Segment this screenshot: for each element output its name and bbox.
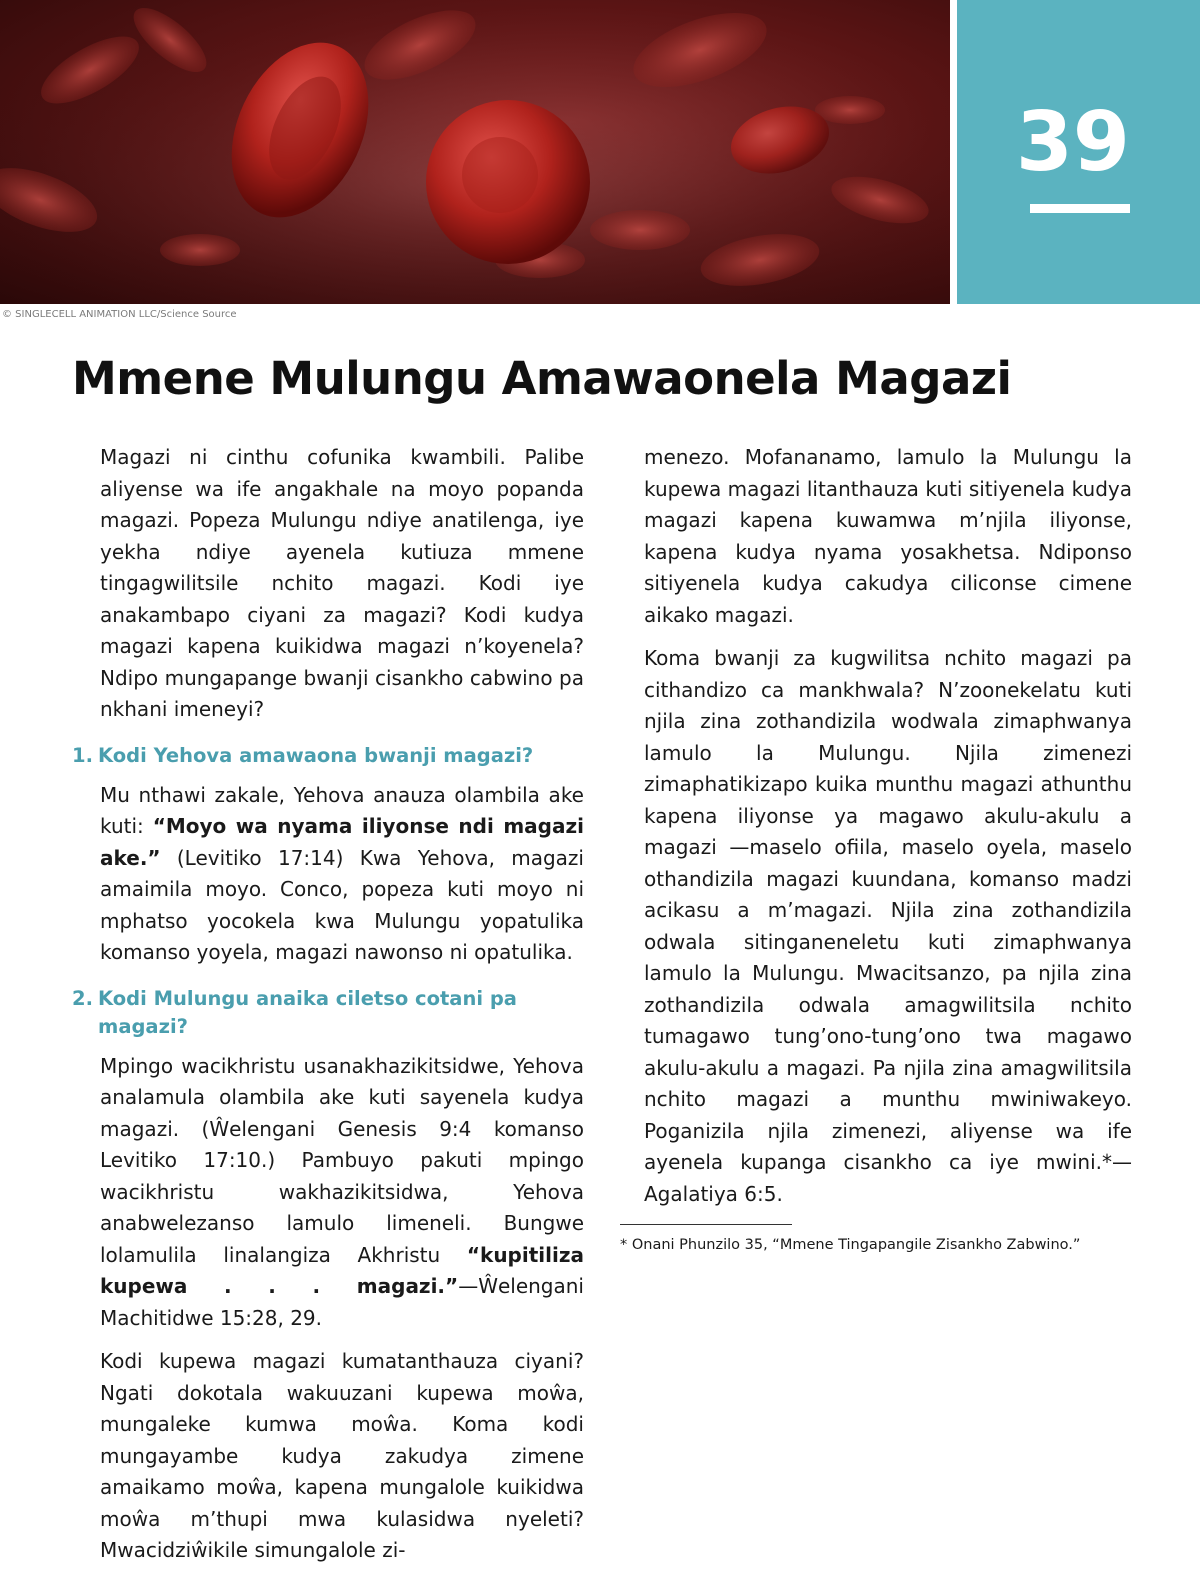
question-text: Kodi Yehova amawaona bwanji magazi? xyxy=(98,743,534,767)
paragraph-text: —Ŵelengani Machitidwe 15:28, 29. xyxy=(100,1274,584,1330)
question-number: 1. xyxy=(72,743,93,767)
right-column xyxy=(620,442,1132,1255)
question-text: Kodi Mulungu anaika ciletso cotani pa magazi? xyxy=(98,986,517,1038)
question-number: 2. xyxy=(72,986,93,1010)
intro-paragraph: Magazi ni cinthu cofunika kwambili. Palibe aliyense wa ife angakhale na moyo popanda magazi. Popeza Mulungu ndiye anatilenga, iye yekha ndiye ayenela kutiuza mmene tingagwilitsile nchito magazi. Kodi iye anakambapo ciyani za magazi? Kodi kudya magazi kapena kuikidwa magazi n’koyenela? Ndipo mungapange bwanji cisankho cabwino pa nkhani imeneyi? xyxy=(100,445,584,721)
paragraph-text: (Levitiko 17:14) Kwa Yehova, magazi amaimila moyo. Conco, popeza kuti moyo ni mphatso yocokela kwa Mulungu yopatulika komanso yoyela, magazi nawonso ni opatulika. xyxy=(100,845,584,964)
hero-image xyxy=(0,0,950,304)
paragraph-2 xyxy=(100,1051,584,1335)
scripture-quote: “Moyo wa nyama iliyonse ndi magazi ake.” xyxy=(100,814,584,870)
paragraph-1 xyxy=(100,780,584,969)
paragraph-4: Koma bwanji za kugwilitsa nchito magazi pa cithandizo ca mankhwala? N’zoonekelatu kuti njila zina zothandizila wodwala zimaphwanya lamulo la Mulungu. Njila zimenezi zimaphatikizapo kuika munthu magazi athunthu kapena iliyonse ya magawo akulu-akulu a magazi —maselo ofiila, maselo oyela, maselo othandizila magazi kuundana, komanso madzi acikasu a m’magazi. Njila zina zothandizila odwala sitinganeneletu kuti zimaphwanya lamulo la Mulungu. Mwacitsanzo, pa njila zina zothandizila odwala amagwilitsila nchito tumagawo tung’ono-tung’ono twa magawo akulu-akulu a magazi. Pa njila zina amagwilitsila nchito magazi a munthu mwiniwakeyo. Poganizila njila zimenezi, aliyense wa ife ayenela kupanga cisankho ca iye mwini.*—Agalatiya 6:5. xyxy=(644,646,1132,1206)
scripture-quote: “kupitiliza kupewa . . . magazi.” xyxy=(100,1242,584,1298)
photo-credit: © SINGLECELL ANIMATION LLC/Science Source xyxy=(2,309,237,320)
question-2 xyxy=(72,985,584,1041)
lesson-title: Mmene Mulungu Amawaonela Magazi xyxy=(72,352,1012,405)
lesson-number-underline xyxy=(1030,204,1130,213)
lesson-number: 39 xyxy=(1015,95,1130,190)
paragraph-3: Kodi kupewa magazi kumatanthauza ciyani? Ngati dokotala wakuuzani kupewa moŵa, mungaleke kumwa moŵa. Koma kodi mungayambe kudya zakudya zimene amaikamo moŵa, kapena mungalole kuikidwa moŵa m’thupi mwa kulasidwa nyeleti? Mwacidziŵikile simungalole zi- xyxy=(100,1349,584,1562)
paragraph-text: Mpingo wacikhristu usanakhazikitsidwe, Yehova analamula olambila ake kuti sayenela kudya magazi. (Ŵelengani Genesis 9:4 komanso Levitiko 17:10.) Pambuyo pakuti mpingo wacikhristu wakhazikitsidwa, Yehova anabwelezanso lamulo limeneli. Bungwe lolamulila linalangiza Akhristu xyxy=(100,1053,584,1267)
left-column xyxy=(72,442,584,1579)
paragraph-text: Mu nthawi zakale, Yehova anauza olambila ake kuti: xyxy=(100,782,584,838)
footnote: * Onani Phunzilo 35, “Mmene Tingapangile Zisankho Zabwino.” xyxy=(620,1237,1081,1253)
blood-cells-illustration xyxy=(0,0,950,304)
question-1 xyxy=(72,742,584,770)
footnote-divider xyxy=(620,1224,792,1225)
lesson-number-box xyxy=(957,0,1200,304)
paragraph-continued: menezo. Mofananamo, lamulo la Mulungu la kupewa magazi litanthauza kuti sitiyenela kudya magazi kapena kuwamwa m’njila iliyonse, kapena kudya nyama yosakhetsa. Ndiponso sitiyenela kudya cakudya ciliconse cimene aikako magazi. xyxy=(644,445,1132,627)
